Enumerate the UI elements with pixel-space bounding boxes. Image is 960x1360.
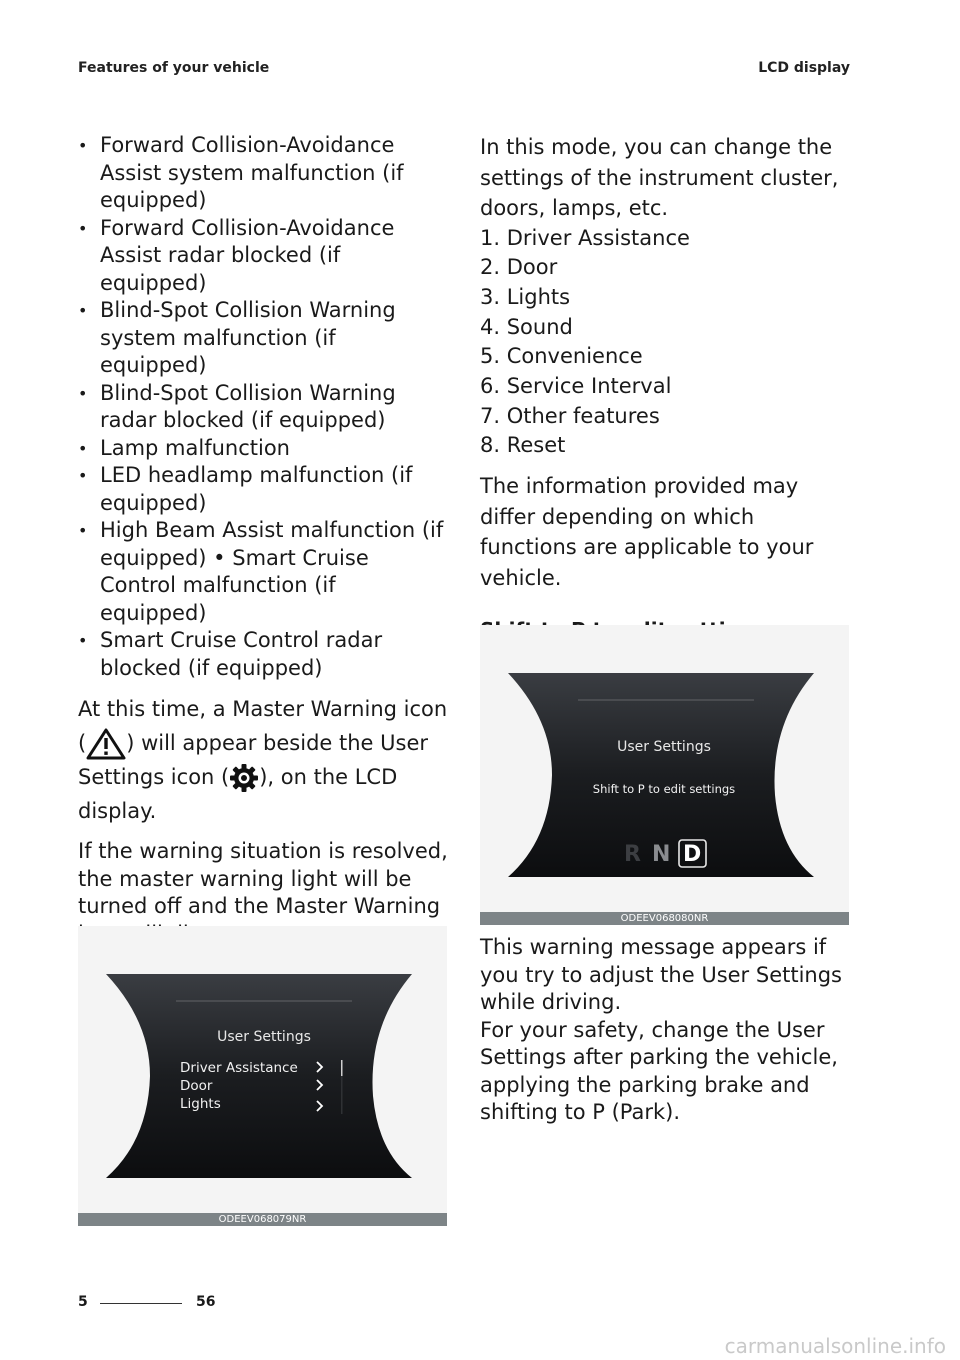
- list-item: • Forward Collision-Avoidance Assist system malfunction (if equipped): [78, 132, 448, 215]
- warning-triangle-icon: [86, 728, 126, 760]
- list-item: • Blind-Spot Collision Warning radar blocked (if equipped): [78, 380, 448, 435]
- paragraph-text: ) will appear beside the User Settings icon (: [78, 731, 429, 789]
- menu-item-driver-assistance: Driver Assistance: [180, 1060, 298, 1076]
- driving-warning-paragraph: This warning message appears if you try to adjust the User Settings while driving.: [480, 935, 842, 1014]
- paragraph-text: At this time, a Master Warning icon (: [78, 697, 448, 755]
- list-item: 6. Service Interval: [480, 374, 672, 399]
- warning-list: [78, 132, 448, 682]
- master-warning-paragraph: [78, 692, 448, 828]
- footer-divider: [100, 1303, 182, 1304]
- left-column: [78, 132, 448, 998]
- applicability-note: The information provided may differ depending on which functions are applicable to your vehicle.: [480, 474, 814, 590]
- page-number: 56: [196, 1294, 216, 1310]
- list-item: • High Beam Assist malfunction (if equipped) • Smart Cruise Control malfunction (if equipped): [78, 517, 448, 627]
- running-header-title: LCD display: [758, 60, 850, 76]
- settings-categories-list: [480, 224, 850, 462]
- chapter-number: 5: [78, 1294, 88, 1310]
- right-column: [480, 132, 850, 645]
- right-column-lower: [480, 934, 850, 1127]
- figure-user-settings-menu: [78, 926, 447, 1226]
- figure-caption: ODEEV068079NR: [78, 1213, 447, 1226]
- list-item: • LED headlamp malfunction (if equipped): [78, 462, 448, 517]
- list-item: • Lamp malfunction: [78, 435, 448, 463]
- running-header-section: Features of your vehicle: [78, 60, 270, 76]
- menu-item-door: Door: [180, 1078, 213, 1094]
- paragraph-text: ), on the LCD display.: [78, 765, 398, 823]
- watermark: carmanualsonline.info: [724, 1334, 946, 1358]
- list-item: 4. Sound: [480, 314, 573, 339]
- resolution-paragraph: If the warning situation is resolved, the master warning light will be turned off and the Master Warning: [78, 839, 448, 918]
- list-item: 3. Lights: [480, 284, 571, 309]
- lcd-screen-image: [78, 926, 447, 1213]
- list-item: 7. Other features: [480, 403, 660, 428]
- intro-paragraph: In this mode, you can change the settings of the instrument cluster, doors, lamps, etc.: [480, 135, 839, 220]
- shift-message: Shift to P to edit settings: [592, 782, 736, 796]
- list-item: • Forward Collision-Avoidance Assist radar blocked (if equipped): [78, 215, 448, 298]
- list-item: 1. Driver Assistance: [480, 225, 690, 250]
- list-item: 2. Door: [480, 255, 558, 280]
- lcd-screen-image: [480, 625, 849, 912]
- list-item: 5. Convenience: [480, 344, 643, 369]
- figure-shift-to-p: [480, 625, 849, 925]
- list-item: • Blind-Spot Collision Warning system malfunction (if equipped): [78, 297, 448, 380]
- scrollbar-thumb: [341, 1060, 343, 1076]
- screen-title: User Settings: [217, 1029, 311, 1045]
- gear-n: N: [652, 842, 671, 867]
- safety-paragraph: For your safety, change the User Settings after parking the vehicle, applying the parking brake and shifting to P (Park).: [480, 1017, 838, 1124]
- figure-caption: ODEEV068080NR: [480, 912, 849, 925]
- menu-item-lights: Lights: [180, 1096, 221, 1112]
- gear-d: D: [683, 842, 702, 867]
- gear-icon: [229, 763, 259, 793]
- list-item: 8. Reset: [480, 433, 566, 458]
- screen-title: User Settings: [617, 739, 711, 755]
- list-item: • Smart Cruise Control radar blocked (if equipped): [78, 627, 448, 682]
- gear-r: R: [624, 842, 641, 867]
